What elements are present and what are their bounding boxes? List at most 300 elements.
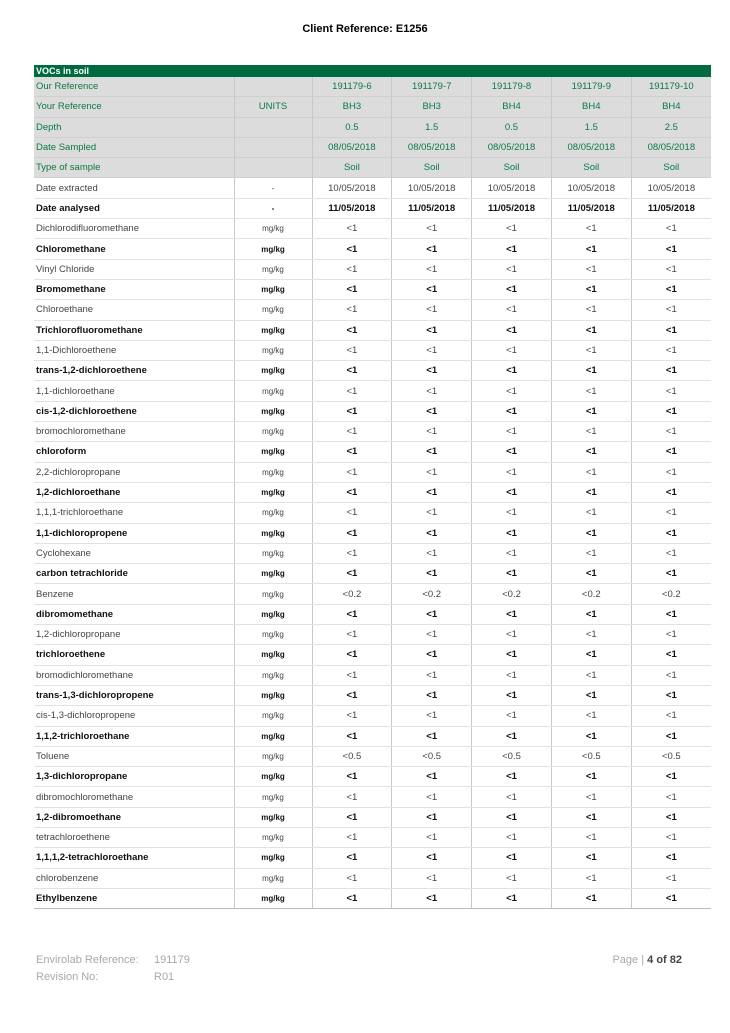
row-value: <1: [312, 503, 392, 523]
row-label: Dichlorodifluoromethane: [34, 219, 234, 239]
row-label: carbon tetrachloride: [34, 564, 234, 584]
row-value: <1: [312, 320, 392, 340]
row-value: <1: [472, 625, 552, 645]
row-value: <0.5: [551, 746, 631, 766]
header-row: [34, 158, 711, 178]
row-value: <1: [631, 685, 711, 705]
row-value: <1: [551, 645, 631, 665]
table-row: [34, 767, 711, 787]
row-value: <1: [472, 868, 552, 888]
row-value: <1: [631, 665, 711, 685]
row-value: <1: [392, 523, 472, 543]
row-label: Depth: [34, 117, 234, 137]
row-value: 11/05/2018: [312, 198, 392, 218]
row-value: <1: [312, 279, 392, 299]
row-value: Soil: [631, 158, 711, 178]
row-value: 08/05/2018: [312, 137, 392, 157]
row-value: <1: [551, 888, 631, 908]
table-row: [34, 584, 711, 604]
row-label: Cyclohexane: [34, 543, 234, 563]
row-units: UNITS: [234, 97, 312, 117]
row-value: Soil: [472, 158, 552, 178]
row-value: <1: [392, 503, 472, 523]
section-header-row: [34, 65, 711, 77]
row-value: <1: [631, 442, 711, 462]
row-value: <1: [392, 807, 472, 827]
row-units: [234, 117, 312, 137]
row-units: mg/kg: [234, 625, 312, 645]
row-value: <1: [312, 543, 392, 563]
row-value: <1: [392, 279, 472, 299]
row-value: <1: [551, 422, 631, 442]
row-value: <1: [631, 462, 711, 482]
table-row: [34, 787, 711, 807]
table-row: [34, 827, 711, 847]
row-value: BH3: [312, 97, 392, 117]
row-label: Our Reference: [34, 77, 234, 97]
table-row: [34, 361, 711, 381]
row-units: mg/kg: [234, 381, 312, 401]
row-units: mg/kg: [234, 482, 312, 502]
table-row: [34, 239, 711, 259]
row-value: <1: [551, 482, 631, 502]
row-label: Type of sample: [34, 158, 234, 178]
row-value: <1: [472, 401, 552, 421]
row-value: <1: [312, 848, 392, 868]
row-value: <1: [312, 482, 392, 502]
row-label: trans-1,2-dichloroethene: [34, 361, 234, 381]
row-value: <1: [551, 239, 631, 259]
row-value: <0.2: [551, 584, 631, 604]
row-value: 10/05/2018: [392, 178, 472, 198]
table-row: [34, 726, 711, 746]
row-value: <1: [551, 787, 631, 807]
row-value: 191179-7: [392, 77, 472, 97]
row-value: <1: [551, 503, 631, 523]
row-units: -: [234, 178, 312, 198]
row-label: Chloromethane: [34, 239, 234, 259]
row-label: Ethylbenzene: [34, 888, 234, 908]
row-value: <1: [392, 239, 472, 259]
row-label: cis-1,3-dichloropropene: [34, 706, 234, 726]
row-value: <1: [472, 340, 552, 360]
row-value: <1: [631, 726, 711, 746]
row-value: <1: [472, 259, 552, 279]
row-label: 1,1,2-trichloroethane: [34, 726, 234, 746]
row-value: <1: [312, 259, 392, 279]
row-value: <1: [631, 300, 711, 320]
row-value: <1: [312, 604, 392, 624]
row-value: <1: [551, 564, 631, 584]
row-value: <1: [392, 259, 472, 279]
row-units: mg/kg: [234, 807, 312, 827]
row-value: <1: [472, 442, 552, 462]
row-value: <1: [472, 665, 552, 685]
table-row: [34, 422, 711, 442]
row-value: <1: [631, 503, 711, 523]
row-units: mg/kg: [234, 868, 312, 888]
table-row: [34, 706, 711, 726]
table-row: [34, 300, 711, 320]
row-label: trans-1,3-dichloropropene: [34, 685, 234, 705]
row-label: trichloroethene: [34, 645, 234, 665]
row-units: mg/kg: [234, 848, 312, 868]
row-value: <1: [392, 685, 472, 705]
row-units: mg/kg: [234, 888, 312, 908]
row-value: 0.5: [472, 117, 552, 137]
row-label: 1,1-dichloroethane: [34, 381, 234, 401]
row-value: <1: [312, 645, 392, 665]
row-units: mg/kg: [234, 239, 312, 259]
footer-reference: [36, 952, 190, 986]
row-value: <1: [392, 726, 472, 746]
row-value: <1: [312, 219, 392, 239]
table-row: [34, 746, 711, 766]
row-label: cis-1,2-dichloroethene: [34, 401, 234, 421]
row-value: <1: [551, 685, 631, 705]
row-value: <1: [631, 219, 711, 239]
row-value: <1: [392, 300, 472, 320]
row-value: 0.5: [312, 117, 392, 137]
row-value: <1: [631, 279, 711, 299]
page-prefix: Page |: [612, 954, 645, 966]
row-value: <1: [312, 442, 392, 462]
row-value: <1: [551, 706, 631, 726]
row-value: Soil: [312, 158, 392, 178]
row-units: mg/kg: [234, 726, 312, 746]
row-value: <1: [472, 523, 552, 543]
row-units: mg/kg: [234, 259, 312, 279]
row-value: <1: [631, 320, 711, 340]
row-units: [234, 158, 312, 178]
row-label: 1,1,1-trichloroethane: [34, 503, 234, 523]
row-value: <1: [392, 482, 472, 502]
table-row: [34, 219, 711, 239]
row-value: <1: [392, 888, 472, 908]
row-value: <1: [312, 685, 392, 705]
row-value: <1: [631, 827, 711, 847]
row-value: <1: [312, 827, 392, 847]
row-value: <1: [392, 848, 472, 868]
row-label: Chloroethane: [34, 300, 234, 320]
row-units: mg/kg: [234, 219, 312, 239]
row-value: <1: [472, 300, 552, 320]
row-label: Bromomethane: [34, 279, 234, 299]
envirolab-reference-label: Envirolab Reference:: [36, 954, 139, 966]
table-row: [34, 340, 711, 360]
row-value: <1: [392, 827, 472, 847]
header-row: [34, 77, 711, 97]
row-value: 08/05/2018: [551, 137, 631, 157]
row-value: <0.5: [472, 746, 552, 766]
table-row: [34, 685, 711, 705]
row-value: <1: [472, 279, 552, 299]
row-value: <0.5: [631, 746, 711, 766]
row-label: Trichlorofluoromethane: [34, 320, 234, 340]
row-value: <0.2: [312, 584, 392, 604]
row-value: 191179-10: [631, 77, 711, 97]
row-value: <1: [312, 787, 392, 807]
row-value: 11/05/2018: [392, 198, 472, 218]
row-value: <1: [551, 868, 631, 888]
row-value: <1: [631, 361, 711, 381]
row-units: mg/kg: [234, 564, 312, 584]
row-value: 10/05/2018: [472, 178, 552, 198]
row-label: 1,2-dichloropropane: [34, 625, 234, 645]
row-value: <1: [631, 888, 711, 908]
row-value: <1: [472, 604, 552, 624]
row-value: <0.2: [472, 584, 552, 604]
table-row: [34, 442, 711, 462]
row-label: Date extracted: [34, 178, 234, 198]
row-value: <1: [312, 300, 392, 320]
table-row: [34, 807, 711, 827]
row-value: <1: [472, 320, 552, 340]
row-value: 191179-9: [551, 77, 631, 97]
row-units: mg/kg: [234, 645, 312, 665]
row-value: <1: [472, 827, 552, 847]
row-value: <1: [631, 401, 711, 421]
row-units: mg/kg: [234, 361, 312, 381]
row-units: -: [234, 198, 312, 218]
row-value: 11/05/2018: [472, 198, 552, 218]
row-label: tetrachloroethene: [34, 827, 234, 847]
row-value: <1: [312, 462, 392, 482]
row-value: <1: [312, 340, 392, 360]
row-units: [234, 137, 312, 157]
row-label: 1,1-Dichloroethene: [34, 340, 234, 360]
row-value: <1: [551, 300, 631, 320]
table-row: [34, 198, 711, 218]
header-row: [34, 137, 711, 157]
table-row: [34, 543, 711, 563]
row-value: <1: [551, 320, 631, 340]
table-row: [34, 401, 711, 421]
row-value: 10/05/2018: [631, 178, 711, 198]
row-value: <1: [392, 442, 472, 462]
row-value: <1: [631, 767, 711, 787]
row-value: <1: [631, 848, 711, 868]
row-value: BH4: [551, 97, 631, 117]
row-label: 1,3-dichloropropane: [34, 767, 234, 787]
row-value: <1: [551, 767, 631, 787]
row-value: <1: [631, 645, 711, 665]
row-value: <1: [551, 361, 631, 381]
row-units: mg/kg: [234, 767, 312, 787]
row-value: 2.5: [631, 117, 711, 137]
row-value: BH3: [392, 97, 472, 117]
row-value: <1: [392, 767, 472, 787]
section-title: VOCs in soil: [34, 65, 234, 77]
row-value: <1: [551, 340, 631, 360]
row-value: <1: [472, 462, 552, 482]
row-value: <1: [472, 219, 552, 239]
table-row: [34, 279, 711, 299]
row-value: <1: [631, 340, 711, 360]
row-value: <1: [631, 259, 711, 279]
row-value: <1: [312, 665, 392, 685]
row-units: mg/kg: [234, 503, 312, 523]
row-label: bromodichloromethane: [34, 665, 234, 685]
row-value: <1: [392, 381, 472, 401]
row-value: <1: [472, 645, 552, 665]
table-row: [34, 503, 711, 523]
row-value: <1: [472, 564, 552, 584]
row-units: mg/kg: [234, 827, 312, 847]
row-value: <1: [312, 706, 392, 726]
row-value: Soil: [392, 158, 472, 178]
row-value: <1: [472, 361, 552, 381]
row-value: <1: [551, 625, 631, 645]
header-row: [34, 97, 711, 117]
table-row: [34, 564, 711, 584]
table-row: [34, 178, 711, 198]
row-label: Date analysed: [34, 198, 234, 218]
row-units: mg/kg: [234, 543, 312, 563]
row-label: Benzene: [34, 584, 234, 604]
row-value: <1: [551, 381, 631, 401]
row-value: <1: [551, 848, 631, 868]
envirolab-reference-value: 191179: [154, 954, 190, 966]
row-units: mg/kg: [234, 685, 312, 705]
row-value: <1: [312, 726, 392, 746]
row-value: 08/05/2018: [392, 137, 472, 157]
row-value: <1: [631, 706, 711, 726]
row-value: <1: [392, 320, 472, 340]
row-label: 1,2-dichloroethane: [34, 482, 234, 502]
row-value: <1: [392, 462, 472, 482]
row-value: <1: [551, 279, 631, 299]
results-table: [34, 65, 711, 909]
row-value: <1: [392, 665, 472, 685]
row-value: Soil: [551, 158, 631, 178]
revision-value: R01: [154, 971, 175, 983]
row-value: <1: [312, 625, 392, 645]
page-value: 4 of 82: [647, 954, 682, 966]
table-row: [34, 320, 711, 340]
row-units: mg/kg: [234, 340, 312, 360]
row-value: <1: [551, 726, 631, 746]
row-value: <1: [392, 340, 472, 360]
row-value: <1: [631, 868, 711, 888]
row-value: <1: [392, 564, 472, 584]
row-value: <1: [551, 665, 631, 685]
row-value: 1.5: [551, 117, 631, 137]
row-value: 10/05/2018: [551, 178, 631, 198]
row-value: <1: [392, 361, 472, 381]
row-value: <1: [472, 239, 552, 259]
row-value: <1: [631, 523, 711, 543]
row-value: <1: [392, 787, 472, 807]
row-label: chlorobenzene: [34, 868, 234, 888]
row-value: <1: [551, 442, 631, 462]
row-value: <1: [392, 604, 472, 624]
row-value: <1: [312, 888, 392, 908]
row-value: <1: [312, 767, 392, 787]
row-label: Vinyl Chloride: [34, 259, 234, 279]
row-value: <1: [551, 462, 631, 482]
row-units: mg/kg: [234, 300, 312, 320]
row-value: <1: [312, 564, 392, 584]
row-value: BH4: [631, 97, 711, 117]
row-units: [234, 77, 312, 97]
row-value: 191179-8: [472, 77, 552, 97]
row-value: <1: [551, 219, 631, 239]
row-value: BH4: [472, 97, 552, 117]
row-label: Your Reference: [34, 97, 234, 117]
row-value: <1: [631, 482, 711, 502]
row-value: <1: [631, 787, 711, 807]
row-value: <1: [312, 401, 392, 421]
page-number: [612, 954, 682, 966]
table-row: [34, 868, 711, 888]
row-value: <1: [631, 604, 711, 624]
table-row: [34, 848, 711, 868]
row-value: <1: [312, 239, 392, 259]
row-value: <1: [631, 625, 711, 645]
row-value: <1: [472, 503, 552, 523]
row-value: <1: [312, 381, 392, 401]
row-value: <1: [392, 625, 472, 645]
row-value: <1: [472, 422, 552, 442]
row-value: <1: [312, 807, 392, 827]
row-label: Toluene: [34, 746, 234, 766]
row-value: <1: [472, 543, 552, 563]
row-value: <0.5: [312, 746, 392, 766]
row-value: <1: [631, 543, 711, 563]
row-units: mg/kg: [234, 746, 312, 766]
row-value: <1: [631, 422, 711, 442]
row-value: <1: [392, 543, 472, 563]
row-units: mg/kg: [234, 401, 312, 421]
row-units: mg/kg: [234, 320, 312, 340]
row-label: bromochloromethane: [34, 422, 234, 442]
row-value: <1: [472, 767, 552, 787]
row-value: <1: [472, 381, 552, 401]
table-row: [34, 259, 711, 279]
row-value: <1: [392, 706, 472, 726]
row-value: 11/05/2018: [551, 198, 631, 218]
row-value: 10/05/2018: [312, 178, 392, 198]
row-label: dibromomethane: [34, 604, 234, 624]
row-units: mg/kg: [234, 442, 312, 462]
revision-label: Revision No:: [36, 971, 99, 983]
row-label: 1,1-dichloropropene: [34, 523, 234, 543]
row-value: <1: [392, 645, 472, 665]
row-value: <1: [551, 543, 631, 563]
table-row: [34, 381, 711, 401]
row-value: <1: [312, 523, 392, 543]
row-value: 1.5: [392, 117, 472, 137]
table-row: [34, 888, 711, 908]
row-label: 2,2-dichloropropane: [34, 462, 234, 482]
row-value: <1: [472, 685, 552, 705]
table-row: [34, 523, 711, 543]
row-value: 191179-6: [312, 77, 392, 97]
row-value: <1: [472, 726, 552, 746]
row-value: 08/05/2018: [631, 137, 711, 157]
row-value: <1: [472, 787, 552, 807]
row-label: 1,1,1,2-tetrachloroethane: [34, 848, 234, 868]
row-value: <1: [392, 422, 472, 442]
row-value: <0.5: [392, 746, 472, 766]
row-label: 1,2-dibromoethane: [34, 807, 234, 827]
row-value: <1: [312, 868, 392, 888]
row-units: mg/kg: [234, 706, 312, 726]
row-value: <1: [551, 827, 631, 847]
row-value: <1: [631, 381, 711, 401]
row-value: <1: [631, 239, 711, 259]
